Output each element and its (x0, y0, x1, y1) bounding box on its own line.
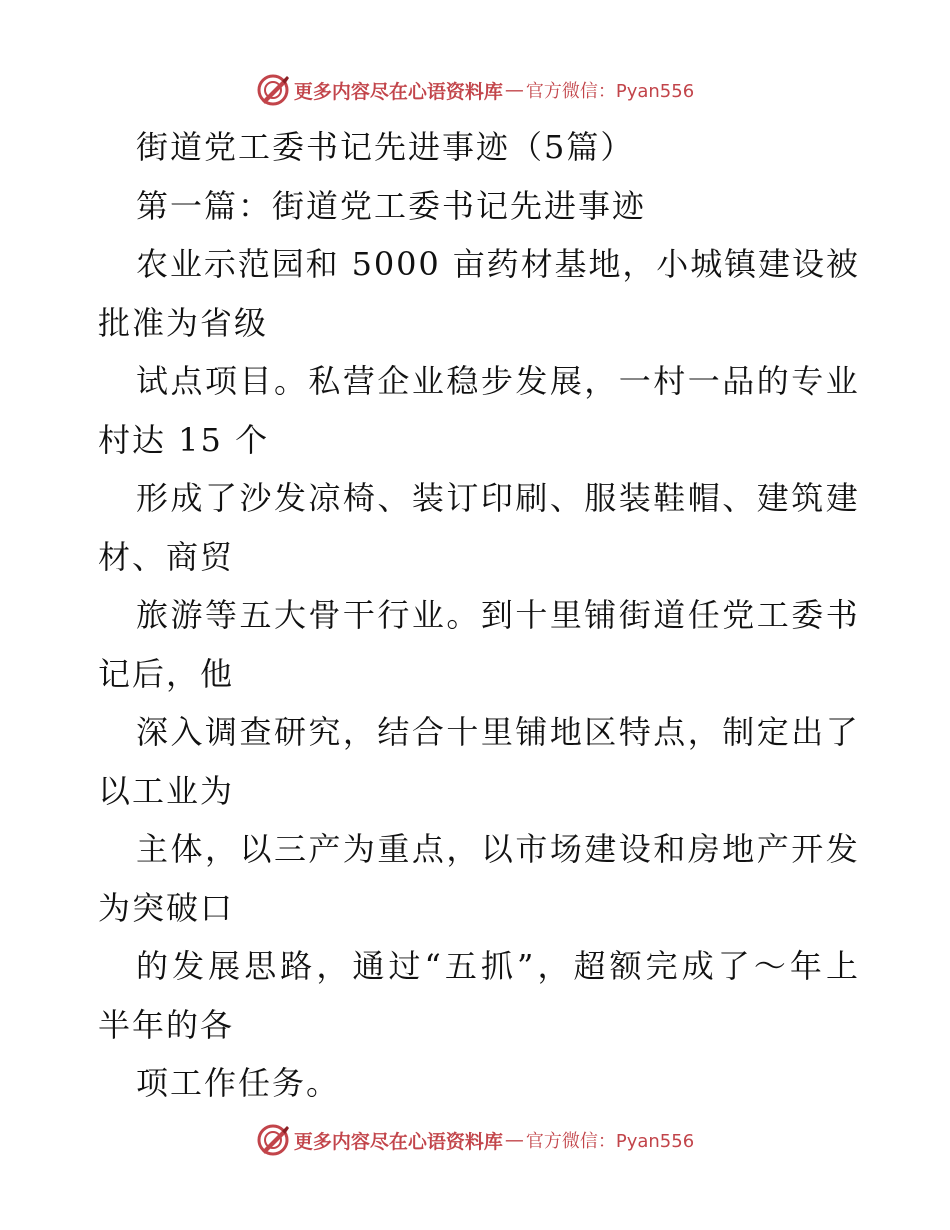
paragraph-first-line: 农 业 示 范 园 和 5 0 0 0 亩 药 材 基 地 ， 小 城 镇 建 设 被 (136, 245, 858, 283)
footer-watermark (0, 1120, 950, 1160)
paragraph-continuation-line: 批准为省级 (98, 303, 269, 342)
document-title: 街道党工委书记先进事迹（5篇） (136, 128, 635, 166)
site-name-text: 更多内容尽在心语资料库 (293, 80, 503, 103)
document-body (98, 118, 858, 1113)
paragraph-first-line: 形 成 了 沙 发 凉 椅 、 装 订 印 刷 、 服 装 鞋 帽 、 建 筑 建 (136, 479, 858, 517)
paragraph-4 (98, 586, 858, 703)
paragraph-first-line: 主 体 ， 以 三 产 为 重 点 ， 以 市 场 建 设 和 房 地 产 开 发 (136, 830, 858, 868)
paragraph-3 (98, 469, 858, 586)
section-heading: 第一篇：街道党工委书记先进事迹 (136, 186, 647, 225)
paragraph-first-line: 的 发 展 思 路 ， 通 过 “ 五 抓 ” ， 超 额 完 成 了 ～ 年 上 (136, 947, 858, 985)
paragraph-continuation-line: 以工业为 (98, 771, 235, 810)
wechat-contact-text: 官方微信：Pyan556 (525, 1131, 695, 1152)
paragraph-2 (98, 352, 858, 469)
site-name-text: 更多内容尽在心语资料库 (293, 1130, 503, 1153)
paragraph-5 (98, 703, 858, 820)
wechat-contact-text: 官方微信：Pyan556 (525, 81, 695, 102)
paragraph-1 (98, 235, 858, 352)
paragraph-first-line: 旅 游 等 五 大 骨 干 行 业 。 到 十 里 铺 街 道 任 党 工 委 书 (136, 596, 858, 634)
paragraph-continuation-line: 村达 15 个 (98, 420, 270, 459)
paragraph-continuation-line: 半年的各 (98, 1005, 235, 1044)
paragraph-first-line: 深 入 调 查 研 究 ， 结 合 十 里 铺 地 区 特 点 ， 制 定 出 了 (136, 713, 858, 751)
brand-logo-icon (256, 73, 290, 107)
paragraph-continuation-line: 为突破口 (98, 888, 235, 927)
paragraph-first-line: 项工作任务。 (136, 1064, 341, 1102)
separator-dash: — (504, 79, 524, 101)
paragraph-continuation-line: 记后，他 (98, 654, 235, 693)
paragraph-8 (98, 1054, 858, 1113)
header-watermark (0, 70, 950, 110)
brand-logo-icon (256, 1123, 290, 1157)
paragraph-continuation-line: 材、商贸 (98, 537, 235, 576)
separator-dash: — (504, 1129, 524, 1151)
paragraph-first-line: 试 点 项 目 。 私 营 企 业 稳 步 发 展 ， 一 村 一 品 的 专 业 (136, 362, 858, 400)
paragraph-6 (98, 820, 858, 937)
paragraph-7 (98, 937, 858, 1054)
